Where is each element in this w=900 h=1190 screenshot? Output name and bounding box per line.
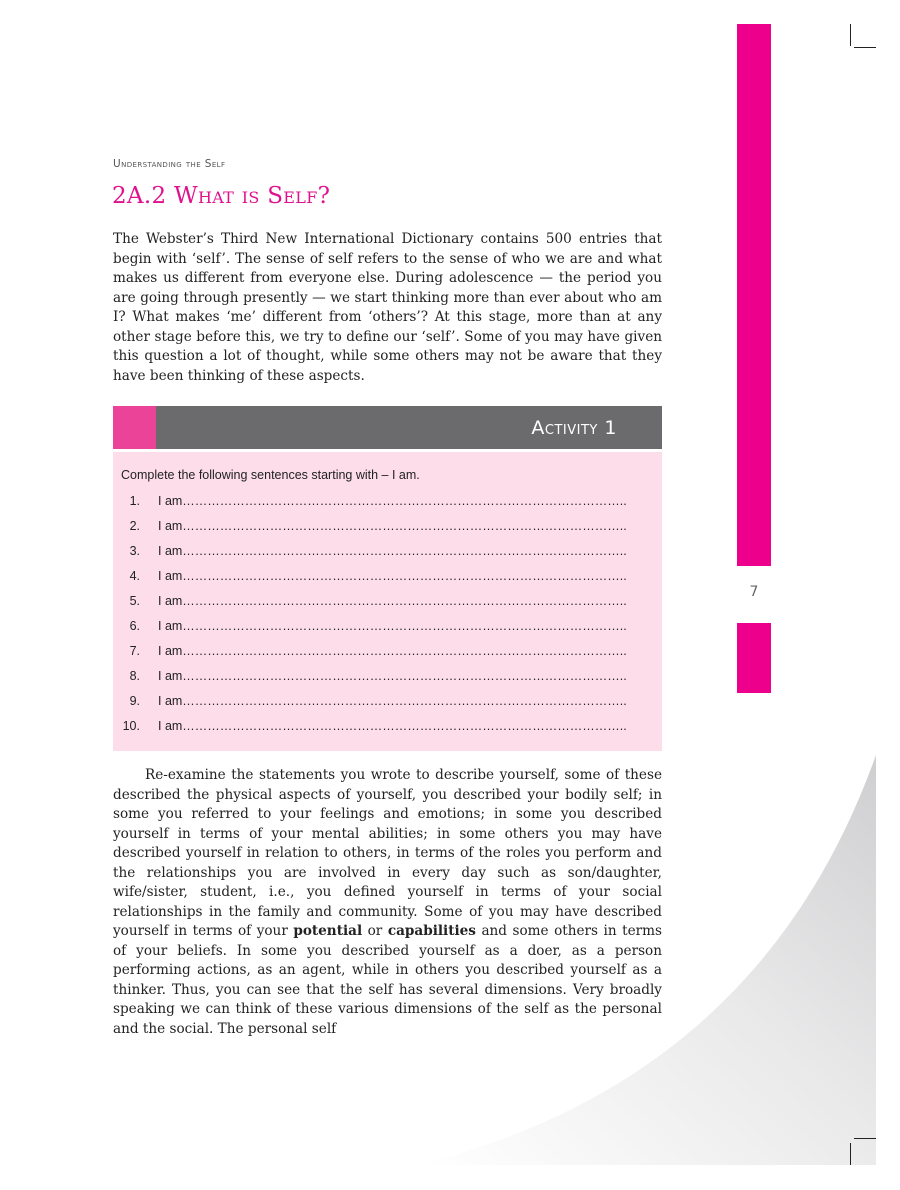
item-text: I am……………………………………………………………………………………………..: [158, 694, 627, 708]
section-title: 2A.2 What is Self?: [112, 183, 331, 209]
activity-list-item: [113, 719, 662, 744]
crop-mark-bottom-horizontal: [854, 1138, 876, 1139]
crop-mark-top-horizontal: [854, 47, 876, 48]
body-paragraph: [113, 766, 662, 1039]
activity-list-item: [113, 644, 662, 669]
item-number: 5.: [129, 594, 140, 608]
item-text: I am……………………………………………………………………………………………..: [158, 619, 627, 633]
activity-list-item: [113, 494, 662, 519]
activity-list-item: [113, 569, 662, 594]
activity-list-item: [113, 669, 662, 694]
item-text: I am……………………………………………………………………………………………..: [158, 544, 627, 558]
body-text-part-2: and some others in terms of your beliefs. In some you described yourself as a doer, as a person performing actions, as an agent, while in others you described yourself as a thinker. Thus, you can see that the self has several dimensions. Very broadly speaking we can think of these various dimensions of the self as the personal and the social. The personal self: [113, 923, 662, 1037]
body-text-part-1: Re-examine the statements you wrote to describe yourself, some of these described the physical aspects of yourself, you described your bodily self; in some you referred to your feelings and emotions; in some you described yourself in terms of your mental abilities; in some others you may have described yourself in relation to others, in terms of the roles you perform and the relationships you are involved in every day such as son/daughter, wife/sister, student, i.e., you defined yourself in terms of your social relationships in the family and community. Some of you may have described yourself in terms of your: [113, 767, 662, 939]
side-tab-upper: [737, 24, 771, 566]
crop-mark-top-vertical: [850, 24, 851, 46]
item-text: I am……………………………………………………………………………………………..: [158, 519, 627, 533]
activity-list-item: [113, 619, 662, 644]
activity-box: [113, 452, 662, 751]
item-number: 1.: [129, 494, 140, 508]
activity-list-item: [113, 594, 662, 619]
item-number: 9.: [129, 694, 140, 708]
item-text: I am……………………………………………………………………………………………..: [158, 569, 627, 583]
bold-term-potential: potential: [293, 923, 363, 939]
activity-list-item: [113, 544, 662, 569]
activity-list-item: [113, 694, 662, 719]
activity-header: [113, 406, 662, 449]
page-number: 7: [749, 584, 759, 600]
side-tab-lower: [737, 623, 771, 693]
bold-term-capabilities: capabilities: [387, 923, 476, 939]
item-text: I am……………………………………………………………………………………………..: [158, 494, 627, 508]
item-number: 4.: [129, 569, 140, 583]
item-number: 8.: [129, 669, 140, 683]
item-number: 3.: [129, 544, 140, 558]
activity-list-item: [113, 519, 662, 544]
body-text-or: or: [362, 923, 388, 939]
activity-title: Activity 1: [531, 417, 617, 439]
activity-header-tab: [113, 406, 156, 449]
item-number: 2.: [129, 519, 140, 533]
crop-mark-bottom-vertical: [850, 1143, 851, 1165]
running-head: Understanding the Self: [113, 158, 226, 170]
item-text: I am……………………………………………………………………………………………..: [158, 719, 627, 733]
item-text: I am……………………………………………………………………………………………..: [158, 669, 627, 683]
item-number: 7.: [129, 644, 140, 658]
activity-instruction: Complete the following sentences starting with – I am.: [121, 468, 420, 482]
item-text: I am……………………………………………………………………………………………..: [158, 644, 627, 658]
intro-paragraph: The Webster’s Third New International Dictionary contains 500 entries that begin with ‘self’. The sense of self refers to the sense of who we are and what makes us different from everyone else. During adolescence — the period you are going through presently — we start thinking more than ever about who am I? What makes ‘me’ different from ‘others’? At this stage, more than at any other stage before this, we try to define our ‘self’. Some of you may have given this question a lot of thought, while some others may not be aware that they have been thinking of these aspects.: [113, 231, 662, 384]
item-number: 6.: [129, 619, 140, 633]
item-number: 10.: [122, 719, 140, 733]
item-text: I am……………………………………………………………………………………………..: [158, 594, 627, 608]
